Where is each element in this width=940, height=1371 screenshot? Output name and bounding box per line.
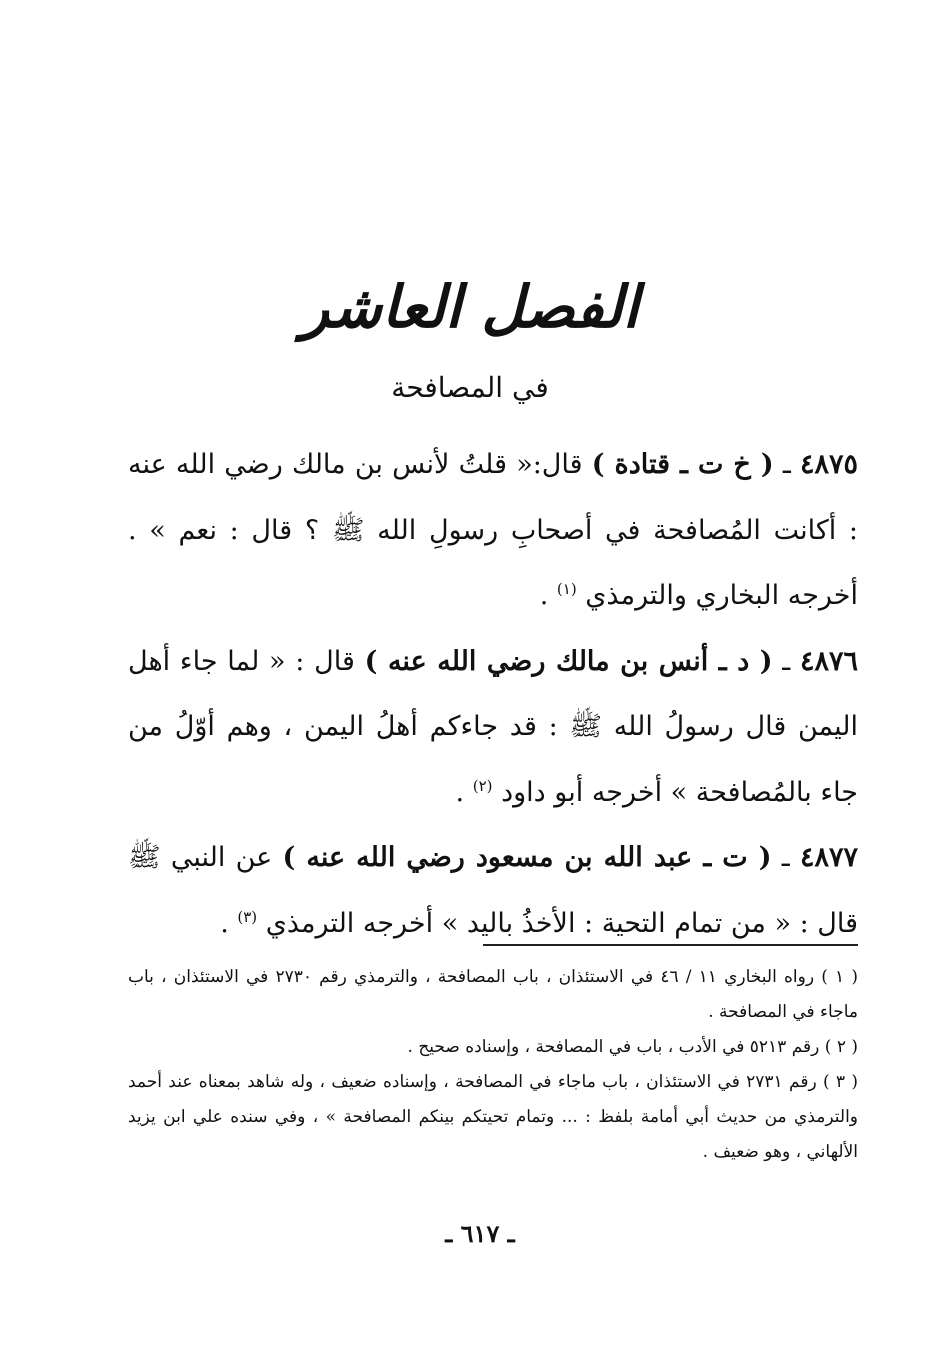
chapter-title: الفصل العاشر <box>301 273 639 341</box>
page-number: ـ ٦١٧ ـ <box>445 1219 515 1248</box>
hadith-text: قال : « لما جاء أهل اليمن قال رسولُ الله ﷺ : قد جاءكم أهلُ اليمن ، وهم أوّلُ من جاء بالمُصافحة » أخرجه أبو داود <box>128 645 858 808</box>
hadith-end: . <box>220 907 229 939</box>
hadith-number: ٤٨٧٥ <box>799 449 858 480</box>
hadith-4877: ٤٨٧٧ ـ ( ت ـ عبد الله بن مسعود رضي الله عنه ) عن النبي ﷺ قال : « من تمام التحية : الأخذُ باليد » أخرجه الترمذي $^{(٣)}$ . <box>128 842 858 939</box>
hadith-source: ( خ ت ـ قتادة ) <box>591 449 774 480</box>
hadith-4875: ٤٨٧٥ ـ ( خ ت ـ قتادة ) قال:« قلتُ لأنس بن مالك رضي الله عنه : أكانت المُصافحة في أصحابِ رسولِ الله ﷺ ؟ قال : نعم » . أخرجه البخاري والترمذي $^{(١)}$ . <box>128 449 858 611</box>
hadith-4876: ٤٨٧٦ ـ ( د ـ أنس بن مالك رضي الله عنه ) قال : « لما جاء أهل اليمن قال رسولُ الله ﷺ : قد جاءكم أهلُ اليمن ، وهم أوّلُ من جاء بالمُصافحة » أخرجه أبو داود $^{(٢)}$ . <box>128 645 858 808</box>
hadith-source: ( ت ـ عبد الله بن مسعود رضي الله عنه ) <box>282 842 772 873</box>
hadith-text: عن النبي ﷺ قال : « من تمام التحية : الأخذُ باليد » أخرجه الترمذي <box>128 842 858 939</box>
hadith-number: ٤٨٧٦ <box>799 645 858 677</box>
hadith-source: ( د ـ أنس بن مالك رضي الله عنه ) <box>364 645 773 677</box>
footnote-divider <box>483 944 858 946</box>
hadith-body <box>128 432 858 956</box>
footnote-2: ( ٢ ) رقم ٥٢١٣ في الأدب ، باب في المصافحة ، وإسناده صحيح . <box>407 1037 858 1057</box>
chapter-subtitle: في المصافحة <box>391 371 549 404</box>
footnote-ref: (٢) <box>472 776 493 795</box>
footnote-3: ( ٣ ) رقم ٢٧٣١ في الاستئذان ، باب ماجاء في المصافحة ، وإسناده ضعيف ، وله شاهد بمعناه عند أحمد والترمذي من حديث أبي أمامة بلفظ : ... وتمام تحيتكم بينكم المصافحة » ، وفي سنده علي ابن يزيد الألهاني ، وهو ضعيف . <box>128 1072 858 1162</box>
hadith-end: . <box>539 580 549 611</box>
footnotes <box>128 960 858 1170</box>
footnote-ref: (١) <box>556 580 577 598</box>
hadith-end: . <box>455 776 465 808</box>
footnote-ref: (٣) <box>237 907 258 926</box>
footnote-1: ( ١ ) رواه البخاري ١١ / ٤٦ في الاستئذان ، باب المصافحة ، والترمذي رقم ٢٧٣٠ في الاستئذان ، باب ماجاء في المصافحة . <box>128 967 858 1022</box>
hadith-text: قال:« قلتُ لأنس بن مالك رضي الله عنه : أكانت المُصافحة في أصحابِ رسولِ الله ﷺ ؟ قال : نعم » . أخرجه البخاري والترمذي <box>128 449 858 611</box>
hadith-number: ٤٨٧٧ <box>799 842 858 873</box>
